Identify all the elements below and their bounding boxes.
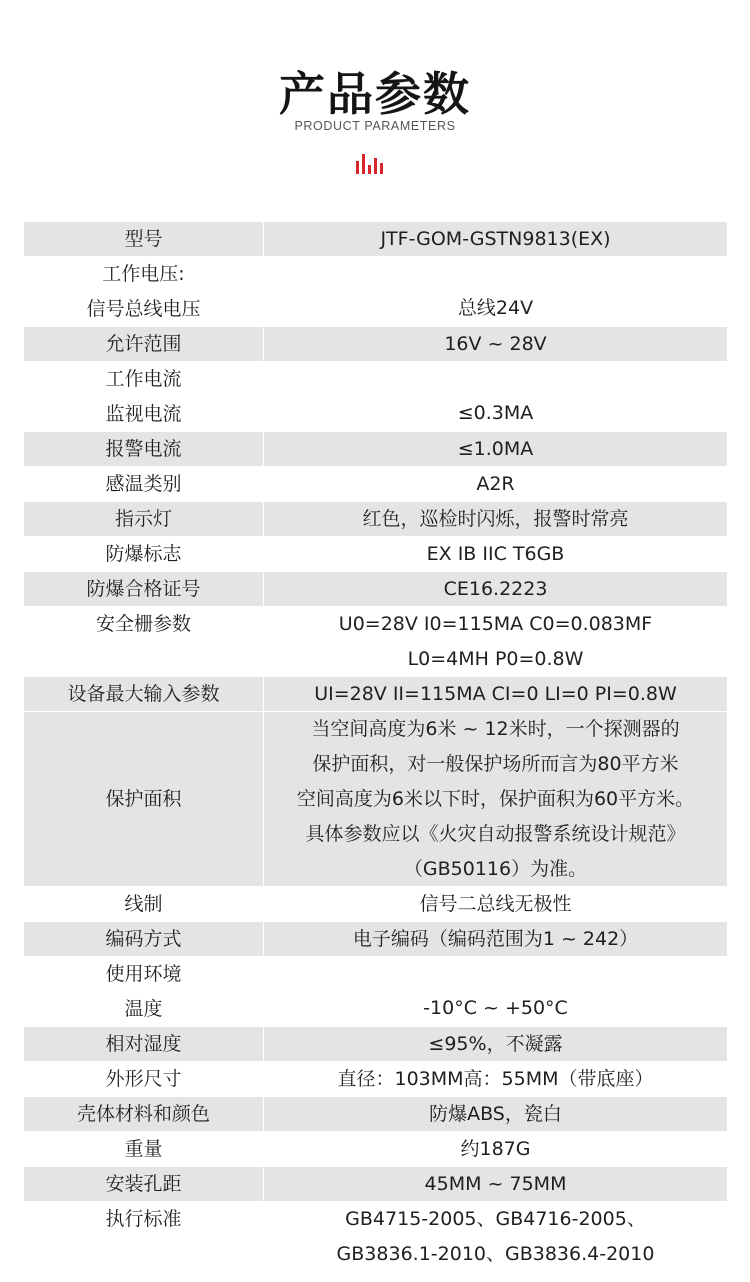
spec-value: ≤95%，不凝露 <box>264 1027 727 1061</box>
spec-label: 防爆合格证号 <box>24 572 263 606</box>
spec-value: 当空间高度为6米 ~ 12米时，一个探测器的 保护面积，对一般保护场所而言为80平方米 空间高度为6米以下时，保护面积为60平方米。 具体参数应以《火灾自动报警系统设计规范》 （GB50116）为准。 <box>264 712 727 886</box>
spec-row-weight <box>24 1132 727 1166</box>
spec-label: 安装孔距 <box>24 1167 263 1201</box>
spec-value: GB4715-2005、GB4716-2005、 GB3836.1-2010、GB3836.4-2010 <box>264 1202 727 1271</box>
spec-label: 相对湿度 <box>24 1027 263 1061</box>
spec-label: 允许范围 <box>24 327 263 361</box>
spec-value: 防爆ABS，瓷白 <box>264 1097 727 1131</box>
spec-value: U0=28V I0=115MA C0=0.083MF L0=4MH P0=0.8W <box>264 607 727 676</box>
spec-value: CE16.2223 <box>264 572 727 606</box>
spec-value: 信号二总线无极性 <box>264 887 727 921</box>
spec-label: 工作电流 监视电流 <box>24 362 263 431</box>
spec-row-ex-cert <box>24 572 727 606</box>
spec-row-humidity <box>24 1027 727 1061</box>
spec-row-working-voltage <box>24 257 727 326</box>
spec-value: 约187G <box>264 1132 727 1166</box>
page-title: 产品参数 <box>279 67 471 121</box>
spec-value: 红色，巡检时闪烁，报警时常亮 <box>264 502 727 536</box>
page-subtitle: PRODUCT PARAMETERS <box>294 119 456 133</box>
spec-label: 壳体材料和颜色 <box>24 1097 263 1131</box>
spec-row-alarm-current <box>24 432 727 466</box>
spec-row-temp-class <box>24 467 727 501</box>
spec-value: UI=28V II=115MA CI=0 LI=0 PI=0.8W <box>264 677 727 711</box>
spec-row-hole-spacing <box>24 1167 727 1201</box>
spec-label: 安全栅参数 <box>24 607 263 676</box>
spec-row-ex-marking <box>24 537 727 571</box>
spec-label: 设备最大输入参数 <box>24 677 263 711</box>
spec-value: 电子编码（编码范围为1 ~ 242） <box>264 922 727 956</box>
spec-value: 16V ~ 28V <box>264 327 727 361</box>
spec-value: 总线24V <box>264 257 727 326</box>
spec-label: 工作电压: 信号总线电压 <box>24 257 263 326</box>
spec-value: EX IB IIC T6GB <box>264 537 727 571</box>
spec-row-allowed-range <box>24 327 727 361</box>
spec-label: 指示灯 <box>24 502 263 536</box>
page-header <box>0 0 750 222</box>
spec-label: 执行标准 <box>24 1202 263 1271</box>
spec-label: 外形尺寸 <box>24 1062 263 1096</box>
spec-row-standards <box>24 1202 727 1271</box>
spec-value: ≤1.0MA <box>264 432 727 466</box>
spec-label: 报警电流 <box>24 432 263 466</box>
spec-value: JTF-GOM-GSTN9813(EX) <box>264 222 727 256</box>
spec-value: -10°C ~ +50°C <box>264 957 727 1026</box>
spec-label: 保护面积 <box>24 712 263 886</box>
spec-row-model <box>24 222 727 256</box>
spec-label: 防爆标志 <box>24 537 263 571</box>
spec-table <box>24 222 727 1272</box>
spec-label: 线制 <box>24 887 263 921</box>
spec-value: 直径：103MM高：55MM（带底座） <box>264 1062 727 1096</box>
spec-row-wiring <box>24 887 727 921</box>
spec-label: 型号 <box>24 222 263 256</box>
spec-label: 重量 <box>24 1132 263 1166</box>
spec-row-barrier-params <box>24 607 727 676</box>
spec-label: 使用环境 温度 <box>24 957 263 1026</box>
spec-row-protection-area <box>24 712 727 886</box>
spec-row-max-input <box>24 677 727 711</box>
spec-row-working-current <box>24 362 727 431</box>
spec-row-dimensions <box>24 1062 727 1096</box>
spec-row-coding <box>24 922 727 956</box>
spec-row-environment <box>24 957 727 1026</box>
spec-row-housing <box>24 1097 727 1131</box>
spec-value: ≤0.3MA <box>264 362 727 431</box>
spec-row-indicator <box>24 502 727 536</box>
spec-label: 感温类别 <box>24 467 263 501</box>
spec-label: 编码方式 <box>24 922 263 956</box>
sound-bars-icon <box>354 152 386 174</box>
spec-value: 45MM ~ 75MM <box>264 1167 727 1201</box>
spec-value: A2R <box>264 467 727 501</box>
